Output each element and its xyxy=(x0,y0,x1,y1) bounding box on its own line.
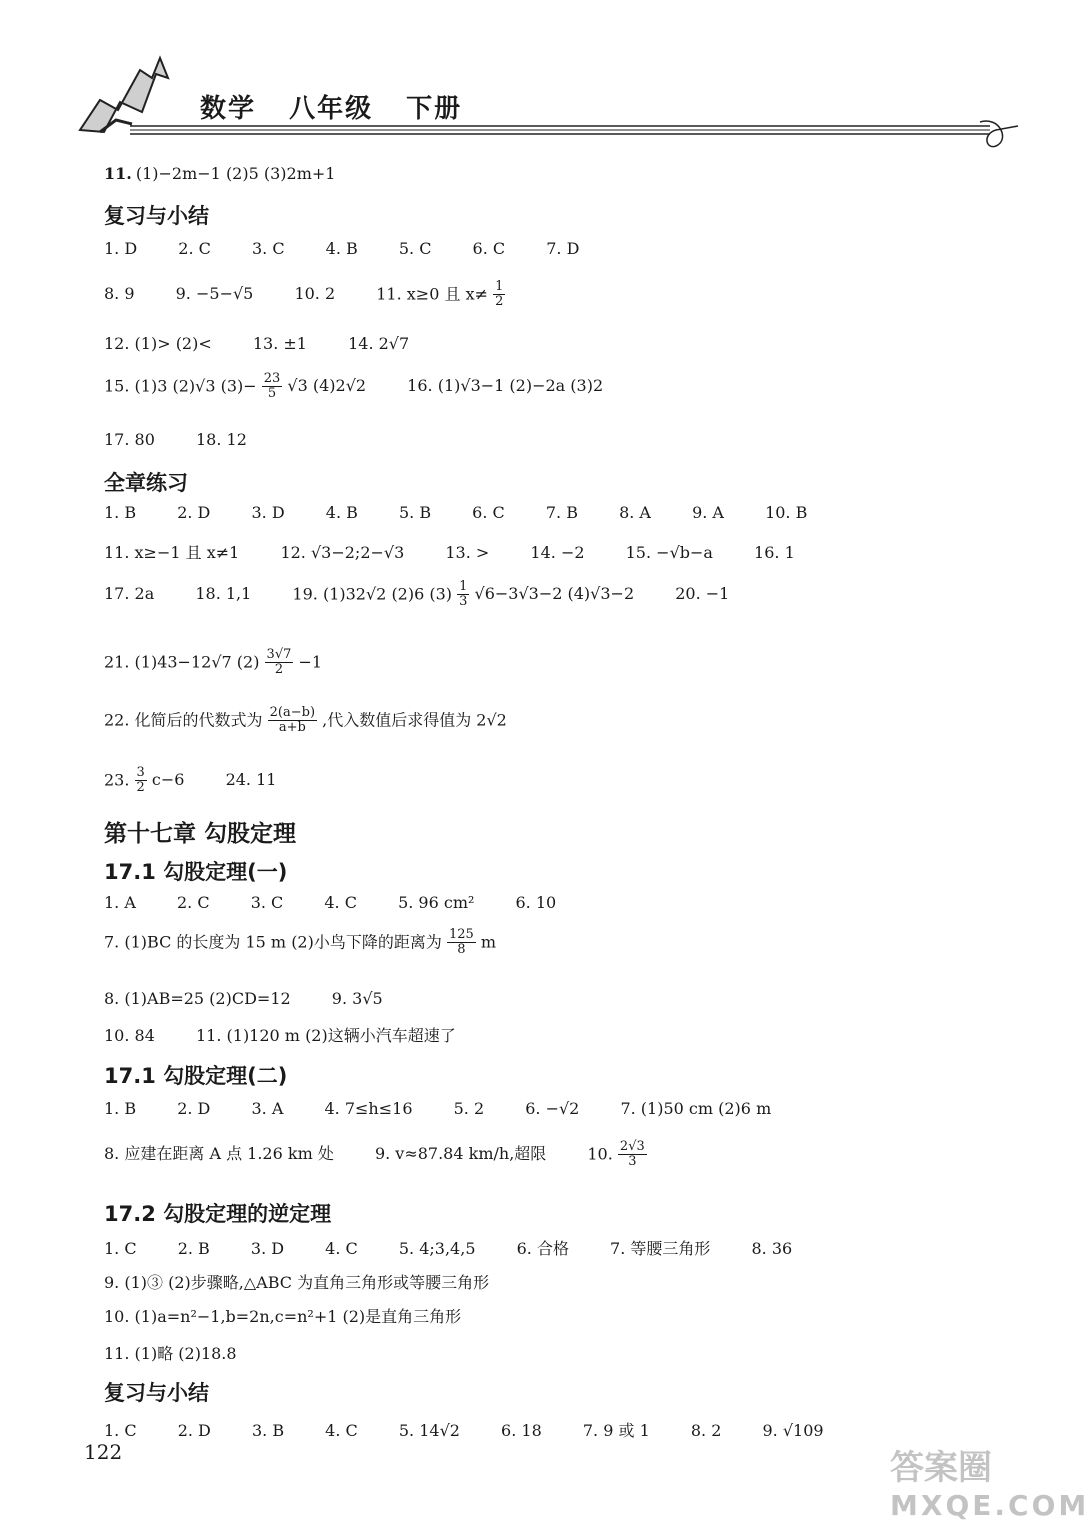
answer-item: 6. C xyxy=(472,239,506,258)
answer-item: 18. 12 xyxy=(195,430,247,449)
practice-row-4 xyxy=(104,648,322,678)
fraction xyxy=(493,280,505,310)
numerator: 1 xyxy=(459,579,468,594)
answer-item: 8. (1)AB=25 (2)CD=12 xyxy=(104,989,291,1008)
answer-item: 23. xyxy=(104,770,130,790)
answer-item: 2. B xyxy=(177,1239,210,1258)
answer-item: 3. B xyxy=(251,1421,285,1440)
grade-label: 八年级 xyxy=(289,94,374,124)
fraction xyxy=(618,1140,647,1170)
answer-item: 3. D xyxy=(251,503,285,522)
fraction xyxy=(262,372,283,402)
answer-item: 11. x≥−1 且 x≠1 xyxy=(104,543,240,562)
denominator: 2 xyxy=(274,662,284,678)
s2-row-1 xyxy=(104,1099,807,1118)
answer-item: 5. 14√2 xyxy=(398,1421,460,1440)
answer-item: 13. ±1 xyxy=(252,334,307,353)
answer-item: 13. > xyxy=(445,543,490,562)
answer-item: 2. D xyxy=(177,1421,211,1440)
answer-item: 7. 9 或 1 xyxy=(582,1421,650,1440)
answer-item: 6. 18 xyxy=(501,1421,542,1440)
answer-item: 17. 80 xyxy=(104,430,155,449)
answer-item: 6. 合格 xyxy=(516,1239,569,1258)
answer-item: 9. 3√5 xyxy=(331,989,383,1008)
numerator: 23 xyxy=(263,371,281,386)
q-number: 11. xyxy=(104,164,132,183)
answer-item: 17. 2a xyxy=(104,584,155,604)
answer-item: √6−3√3−2 (4)√3−2 xyxy=(474,584,635,604)
answer-item: 4. B xyxy=(325,503,358,522)
answer-item: 9. √109 xyxy=(762,1421,824,1440)
watermark-url: MXQE.COM xyxy=(890,1489,1089,1522)
numerator: 3 xyxy=(136,765,145,780)
answer-item: 24. 11 xyxy=(225,770,277,790)
s1-row-3 xyxy=(104,989,419,1008)
s1-row-1 xyxy=(104,893,592,912)
section-title-chapter-practice: 全章练习 xyxy=(104,471,188,495)
answer-item: 5. 2 xyxy=(453,1099,485,1118)
section-title-review-2: 复习与小结 xyxy=(104,1381,209,1405)
answer-item: 9. v≈87.84 km/h,超限 xyxy=(374,1144,547,1164)
volume-label: 下册 xyxy=(406,94,463,124)
answer-item: 2. C xyxy=(178,239,211,258)
s1-row-4 xyxy=(104,1023,492,1046)
denominator: 8 xyxy=(457,942,466,958)
answer-item: 3. C xyxy=(251,239,285,258)
answer-item: 3. D xyxy=(250,1239,285,1258)
answer-item: 18. 1,1 xyxy=(195,584,252,604)
fraction xyxy=(447,928,476,958)
answer-item: 1. B xyxy=(104,1099,137,1118)
numerator: 1 xyxy=(495,279,504,294)
answer-item: 1. D xyxy=(104,239,138,258)
answer-item: 14. 2√7 xyxy=(348,334,410,353)
answer-item: m xyxy=(480,932,497,952)
answer-item: 7. (1)BC 的长度为 15 m (2)小鸟下降的距离为 xyxy=(104,932,442,952)
practice-row-1 xyxy=(104,503,843,522)
answer-item: 7. (1)50 cm (2)6 m xyxy=(620,1099,772,1118)
answer-item: 10. 84 xyxy=(104,1026,155,1045)
practice-row-6 xyxy=(104,766,312,796)
denominator: 2 xyxy=(495,294,504,310)
answer-item: 1. C xyxy=(104,1239,137,1258)
answer-item: −1 xyxy=(298,652,323,672)
header-rule xyxy=(130,120,1020,150)
numerator: 2(a−b) xyxy=(269,705,316,720)
subject-label: 数学 xyxy=(200,94,257,124)
answer-item: 12. √3−2;2−√3 xyxy=(280,543,405,562)
answer-item: 4. B xyxy=(325,239,358,258)
section-title-17-1-b: 17.1 勾股定理(二) xyxy=(104,1064,288,1088)
review-row-5 xyxy=(104,430,283,449)
watermark-text: 答案圈 xyxy=(890,1448,992,1488)
numerator: 125 xyxy=(448,927,474,942)
answer-item: 4. C xyxy=(325,1421,358,1440)
answer-item: 4. C xyxy=(324,893,357,912)
answer-item: 14. −2 xyxy=(530,543,585,562)
review-row-3 xyxy=(104,334,445,353)
answer-item: 3. C xyxy=(250,893,284,912)
section-title-review: 复习与小结 xyxy=(104,204,209,228)
answer-item: 5. 96 cm² xyxy=(398,893,475,912)
answer-item: 9. −5−√5 xyxy=(175,284,254,304)
answer-item: 2. C xyxy=(177,893,210,912)
answer-item: 1. C xyxy=(104,1421,137,1440)
answer-item: 6. C xyxy=(472,503,505,522)
answer-item: 4. C xyxy=(325,1239,358,1258)
answer-item: 12. (1)> (2)< xyxy=(104,334,212,353)
answer-item: ,代入数值后求得值为 2√2 xyxy=(322,710,507,730)
answer-item: 2. D xyxy=(177,1099,211,1118)
answer-item: 19. (1)32√2 (2)6 (3) xyxy=(292,584,453,604)
fraction xyxy=(268,706,317,736)
answer-item: 7. 等腰三角形 xyxy=(610,1239,711,1258)
answer-item: 5. C xyxy=(398,239,432,258)
answer-item: 20. −1 xyxy=(675,584,730,604)
fraction xyxy=(265,648,294,678)
fraction xyxy=(135,766,147,796)
answer-item: 10. B xyxy=(765,503,808,522)
denominator: 5 xyxy=(267,386,277,402)
answer-item: 6. 10 xyxy=(515,893,557,912)
denominator: 2 xyxy=(136,780,145,796)
practice-row-2 xyxy=(104,540,831,563)
answer-item: 1. B xyxy=(104,503,137,522)
answer-item: 1. A xyxy=(104,893,136,912)
denominator: 3 xyxy=(459,594,468,610)
answer-item: 15. −√b−a xyxy=(625,543,713,562)
fraction xyxy=(457,580,469,610)
s3-row-1 xyxy=(104,1236,828,1259)
answer-item: 8. 36 xyxy=(751,1239,793,1258)
answer-item: 8. A xyxy=(619,503,651,522)
answer-item: 10. 2 xyxy=(294,284,336,304)
answer-item: 9. A xyxy=(692,503,724,522)
numerator: 2√3 xyxy=(619,1139,645,1154)
answer-item: 8. 2 xyxy=(690,1421,722,1440)
s3-row-4: 11. (1)略 (2)18.8 xyxy=(104,1344,237,1363)
answer-text: (1)−2m−1 (2)5 (3)2m+1 xyxy=(135,164,336,183)
s3-row-3: 10. (1)a=n²−1,b=2n,c=n²+1 (2)是直角三角形 xyxy=(104,1307,462,1326)
page-number: 122 xyxy=(84,1440,123,1464)
denominator: a+b xyxy=(278,720,306,736)
s3-row-2: 9. (1)③ (2)步骤略,△ABC 为直角三角形或等腰三角形 xyxy=(104,1273,490,1292)
answer-item: 16. (1)√3−1 (2)−2a (3)2 xyxy=(407,376,604,396)
answer-item: 7. B xyxy=(545,503,578,522)
review-row-2 xyxy=(104,280,505,310)
answer-item: 4. 7≤h≤16 xyxy=(324,1099,413,1118)
answer-item: 3. A xyxy=(251,1099,284,1118)
answer-item: 2. D xyxy=(177,503,211,522)
answer-item: 8. 应建在距离 A 点 1.26 km 处 xyxy=(104,1144,334,1164)
denominator: 3 xyxy=(628,1154,637,1170)
answer-item: 6. −√2 xyxy=(525,1099,580,1118)
review-row-1 xyxy=(104,239,615,258)
watermark xyxy=(890,1440,1089,1522)
answer-item: 8. 9 xyxy=(104,284,135,304)
answer-item: 10. xyxy=(587,1144,613,1164)
answer-item: 5. B xyxy=(398,503,432,522)
review-row-4 xyxy=(104,372,639,402)
answer-item: 15. (1)3 (2)√3 (3)− xyxy=(104,376,257,396)
review2-row-1 xyxy=(104,1418,860,1441)
answer-line-top xyxy=(104,164,335,183)
answer-item: 7. D xyxy=(546,239,580,258)
answer-item: 22. 化简后的代数式为 xyxy=(104,710,263,730)
section-title-17-1-a: 17.1 勾股定理(一) xyxy=(104,860,288,884)
answer-item: √3 (4)2√2 xyxy=(287,376,367,396)
answer-item: 5. 4;3,4,5 xyxy=(398,1239,476,1258)
answer-item: 11. (1)120 m (2)这辆小汽车超速了 xyxy=(195,1026,456,1045)
answer-item: 21. (1)43−12√7 (2) xyxy=(104,652,260,672)
section-title-17-2: 17.2 勾股定理的逆定理 xyxy=(104,1202,332,1226)
s2-row-2 xyxy=(104,1140,647,1170)
answer-item: 11. x≥0 且 x≠ xyxy=(376,284,488,304)
s1-row-2 xyxy=(104,928,496,958)
numerator: 3√7 xyxy=(266,647,292,662)
page-header xyxy=(60,40,1020,150)
practice-row-5 xyxy=(104,706,507,736)
chapter-title: 第十七章 勾股定理 xyxy=(104,821,297,847)
answer-item: c−6 xyxy=(151,770,185,790)
answer-item: 16. 1 xyxy=(754,543,795,562)
practice-row-3 xyxy=(104,580,765,610)
